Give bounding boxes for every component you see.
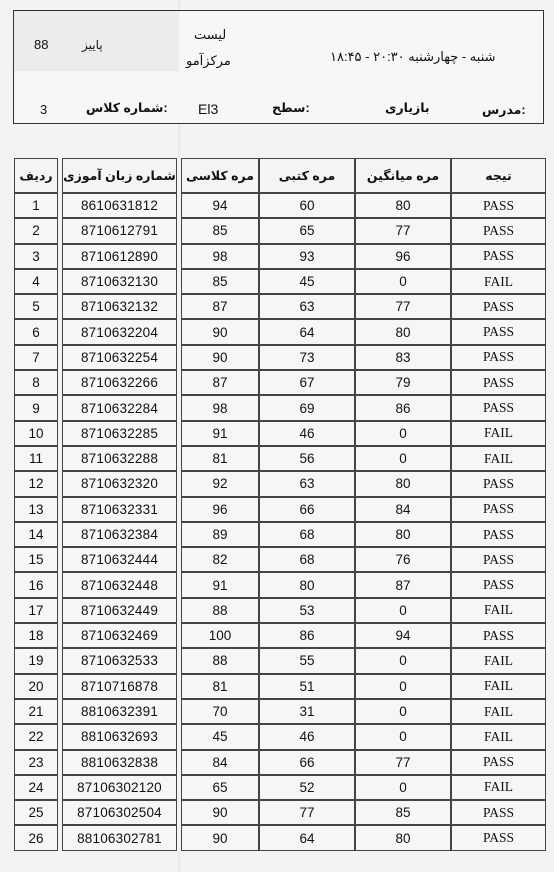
class-score-cell: 89	[181, 522, 259, 547]
average-score-cell: 0	[355, 598, 451, 623]
row-number-cell: 3	[14, 244, 58, 269]
student-number-cell: 8710632288	[62, 446, 177, 471]
average-score-cell: 0	[355, 421, 451, 446]
average-score-cell: 83	[355, 345, 451, 370]
row-number-cell: 12	[14, 471, 58, 496]
class-score-cell: 88	[181, 648, 259, 673]
average-score-cell: 77	[355, 750, 451, 775]
class-number-label: شماره کلاس:	[86, 101, 168, 115]
written-score-cell: 86	[259, 623, 355, 648]
table-row	[14, 775, 546, 800]
class-score-cell: 87	[181, 294, 259, 319]
written-score-cell: 68	[259, 547, 355, 572]
class-score-cell: 70	[181, 699, 259, 724]
student-number-cell: 8610631812	[62, 193, 177, 218]
table-row	[14, 825, 546, 850]
student-number-cell: 8710632204	[62, 319, 177, 344]
row-number-cell: 19	[14, 648, 58, 673]
class-score-cell: 90	[181, 825, 259, 850]
result-cell: PASS	[451, 319, 546, 344]
class-score-cell: 96	[181, 497, 259, 522]
row-number-cell: 6	[14, 319, 58, 344]
written-score-cell: 63	[259, 294, 355, 319]
written-score-cell: 68	[259, 522, 355, 547]
written-score-cell: 46	[259, 421, 355, 446]
center-fragment: مرکزآمو	[186, 53, 231, 68]
row-number-cell: 25	[14, 800, 58, 825]
written-score-cell: 55	[259, 648, 355, 673]
result-cell: PASS	[451, 218, 546, 243]
class-score-cell: 65	[181, 775, 259, 800]
average-score-cell: 0	[355, 269, 451, 294]
class-score-cell: 81	[181, 446, 259, 471]
written-score-cell: 53	[259, 598, 355, 623]
written-score-cell: 69	[259, 395, 355, 420]
result-cell: PASS	[451, 193, 546, 218]
result-cell: FAIL	[451, 421, 546, 446]
average-score-cell: 0	[355, 674, 451, 699]
class-score-cell: 81	[181, 674, 259, 699]
written-score-cell: 77	[259, 800, 355, 825]
result-cell: PASS	[451, 572, 546, 597]
teacher-name: بازیاری	[385, 101, 430, 115]
header-box	[13, 10, 544, 124]
average-score-cell: 94	[355, 623, 451, 648]
student-number-cell: 8710632132	[62, 294, 177, 319]
year-value: 88	[34, 37, 49, 52]
written-score-cell: 64	[259, 825, 355, 850]
written-score-cell: 45	[259, 269, 355, 294]
table-row	[14, 294, 546, 319]
student-number-cell: 8710632254	[62, 345, 177, 370]
level-value: El3	[198, 101, 219, 117]
result-cell: FAIL	[451, 269, 546, 294]
student-number-cell: 8710632448	[62, 572, 177, 597]
table-row	[14, 446, 546, 471]
result-cell: FAIL	[451, 699, 546, 724]
student-number-cell: 8710716878	[62, 674, 177, 699]
col-header-student-number: شماره زبان آموزی	[62, 158, 177, 193]
result-cell: FAIL	[451, 724, 546, 749]
table-row	[14, 750, 546, 775]
row-number-cell: 5	[14, 294, 58, 319]
class-score-cell: 85	[181, 218, 259, 243]
written-score-cell: 65	[259, 218, 355, 243]
row-number-cell: 22	[14, 724, 58, 749]
table-row	[14, 547, 546, 572]
table-row	[14, 699, 546, 724]
result-cell: PASS	[451, 800, 546, 825]
table-row	[14, 218, 546, 243]
table-row	[14, 471, 546, 496]
col-header-written-score: مره کتبی	[259, 158, 355, 193]
table-row	[14, 421, 546, 446]
class-score-cell: 87	[181, 370, 259, 395]
row-number-cell: 1	[14, 193, 58, 218]
student-number-cell: 8710612791	[62, 218, 177, 243]
written-score-cell: 66	[259, 497, 355, 522]
table-row	[14, 572, 546, 597]
written-score-cell: 31	[259, 699, 355, 724]
row-number-cell: 20	[14, 674, 58, 699]
result-cell: FAIL	[451, 598, 546, 623]
result-cell: PASS	[451, 244, 546, 269]
row-number-cell: 2	[14, 218, 58, 243]
result-cell: PASS	[451, 623, 546, 648]
table-row	[14, 522, 546, 547]
written-score-cell: 64	[259, 319, 355, 344]
table-row	[14, 623, 546, 648]
col-header-row-number: ردیف	[14, 158, 58, 193]
student-number-cell: 8710632320	[62, 471, 177, 496]
result-cell: PASS	[451, 395, 546, 420]
student-number-cell: 8810632693	[62, 724, 177, 749]
result-cell: FAIL	[451, 775, 546, 800]
table-row	[14, 269, 546, 294]
table-row	[14, 497, 546, 522]
student-number-cell: 8810632391	[62, 699, 177, 724]
student-number-cell: 8710632130	[62, 269, 177, 294]
table-row	[14, 395, 546, 420]
written-score-cell: 46	[259, 724, 355, 749]
row-number-cell: 26	[14, 825, 58, 850]
student-number-cell: 8810632838	[62, 750, 177, 775]
col-header-average-score: مره میانگین	[355, 158, 451, 193]
row-number-cell: 18	[14, 623, 58, 648]
result-cell: PASS	[451, 750, 546, 775]
row-number-cell: 8	[14, 370, 58, 395]
student-number-cell: 8710632384	[62, 522, 177, 547]
average-score-cell: 0	[355, 648, 451, 673]
average-score-cell: 87	[355, 572, 451, 597]
class-score-cell: 91	[181, 572, 259, 597]
result-cell: PASS	[451, 522, 546, 547]
written-score-cell: 80	[259, 572, 355, 597]
table-row	[14, 800, 546, 825]
class-score-cell: 84	[181, 750, 259, 775]
result-cell: PASS	[451, 294, 546, 319]
class-score-cell: 85	[181, 269, 259, 294]
result-cell: PASS	[451, 497, 546, 522]
class-score-cell: 90	[181, 345, 259, 370]
result-cell: FAIL	[451, 648, 546, 673]
written-score-cell: 51	[259, 674, 355, 699]
schedule-text: شنبه - چهارشنبه ۲۰:۳۰ - ۱۸:۴۵	[330, 49, 496, 64]
class-number-value: 3	[40, 102, 48, 117]
average-score-cell: 76	[355, 547, 451, 572]
result-cell: FAIL	[451, 446, 546, 471]
class-score-cell: 100	[181, 623, 259, 648]
written-score-cell: 60	[259, 193, 355, 218]
average-score-cell: 80	[355, 319, 451, 344]
table-row	[14, 345, 546, 370]
title-fragment: لیست	[194, 27, 227, 42]
student-number-cell: 8710612890	[62, 244, 177, 269]
class-score-cell: 82	[181, 547, 259, 572]
row-number-cell: 7	[14, 345, 58, 370]
col-header-class-score: مره کلاسی	[181, 158, 259, 193]
class-score-cell: 88	[181, 598, 259, 623]
class-score-cell: 91	[181, 421, 259, 446]
average-score-cell: 0	[355, 446, 451, 471]
col-header-result: تیجه	[451, 158, 546, 193]
class-score-cell: 94	[181, 193, 259, 218]
student-number-cell: 8710632444	[62, 547, 177, 572]
table-row	[14, 648, 546, 673]
student-number-cell: 8710632533	[62, 648, 177, 673]
row-number-cell: 16	[14, 572, 58, 597]
row-number-cell: 23	[14, 750, 58, 775]
written-score-cell: 67	[259, 370, 355, 395]
class-score-cell: 98	[181, 395, 259, 420]
table-row	[14, 193, 546, 218]
student-number-cell: 87106302120	[62, 775, 177, 800]
written-score-cell: 93	[259, 244, 355, 269]
class-score-cell: 90	[181, 800, 259, 825]
average-score-cell: 96	[355, 244, 451, 269]
table-row	[14, 674, 546, 699]
average-score-cell: 80	[355, 471, 451, 496]
student-number-cell: 8710632284	[62, 395, 177, 420]
row-number-cell: 10	[14, 421, 58, 446]
average-score-cell: 80	[355, 825, 451, 850]
level-label: سطح:	[272, 101, 310, 115]
table-row	[14, 319, 546, 344]
written-score-cell: 66	[259, 750, 355, 775]
written-score-cell: 73	[259, 345, 355, 370]
grades-table	[14, 158, 546, 851]
student-number-cell: 8710632449	[62, 598, 177, 623]
row-number-cell: 24	[14, 775, 58, 800]
average-score-cell: 80	[355, 522, 451, 547]
teacher-label: مدرس:	[482, 103, 526, 117]
row-number-cell: 17	[14, 598, 58, 623]
row-number-cell: 9	[14, 395, 58, 420]
table-row	[14, 724, 546, 749]
student-number-cell: 8710632285	[62, 421, 177, 446]
student-number-cell: 8710632469	[62, 623, 177, 648]
result-cell: PASS	[451, 825, 546, 850]
row-number-cell: 4	[14, 269, 58, 294]
row-number-cell: 11	[14, 446, 58, 471]
average-score-cell: 79	[355, 370, 451, 395]
row-number-cell: 15	[14, 547, 58, 572]
student-number-cell: 8710632331	[62, 497, 177, 522]
row-number-cell: 13	[14, 497, 58, 522]
written-score-cell: 63	[259, 471, 355, 496]
student-number-cell: 88106302781	[62, 825, 177, 850]
student-number-cell: 87106302504	[62, 800, 177, 825]
class-score-cell: 98	[181, 244, 259, 269]
row-number-cell: 21	[14, 699, 58, 724]
average-score-cell: 0	[355, 724, 451, 749]
class-score-cell: 92	[181, 471, 259, 496]
average-score-cell: 0	[355, 775, 451, 800]
average-score-cell: 0	[355, 699, 451, 724]
result-cell: PASS	[451, 370, 546, 395]
result-cell: FAIL	[451, 674, 546, 699]
term-value: پاییز	[82, 38, 103, 52]
average-score-cell: 86	[355, 395, 451, 420]
average-score-cell: 77	[355, 218, 451, 243]
row-number-cell: 14	[14, 522, 58, 547]
class-score-cell: 90	[181, 319, 259, 344]
result-cell: PASS	[451, 547, 546, 572]
student-number-cell: 8710632266	[62, 370, 177, 395]
written-score-cell: 52	[259, 775, 355, 800]
table-row	[14, 370, 546, 395]
result-cell: PASS	[451, 345, 546, 370]
average-score-cell: 80	[355, 193, 451, 218]
written-score-cell: 56	[259, 446, 355, 471]
average-score-cell: 77	[355, 294, 451, 319]
table-header-row	[14, 158, 546, 193]
class-score-cell: 45	[181, 724, 259, 749]
average-score-cell: 84	[355, 497, 451, 522]
table-row	[14, 598, 546, 623]
table-row	[14, 244, 546, 269]
average-score-cell: 85	[355, 800, 451, 825]
result-cell: PASS	[451, 471, 546, 496]
